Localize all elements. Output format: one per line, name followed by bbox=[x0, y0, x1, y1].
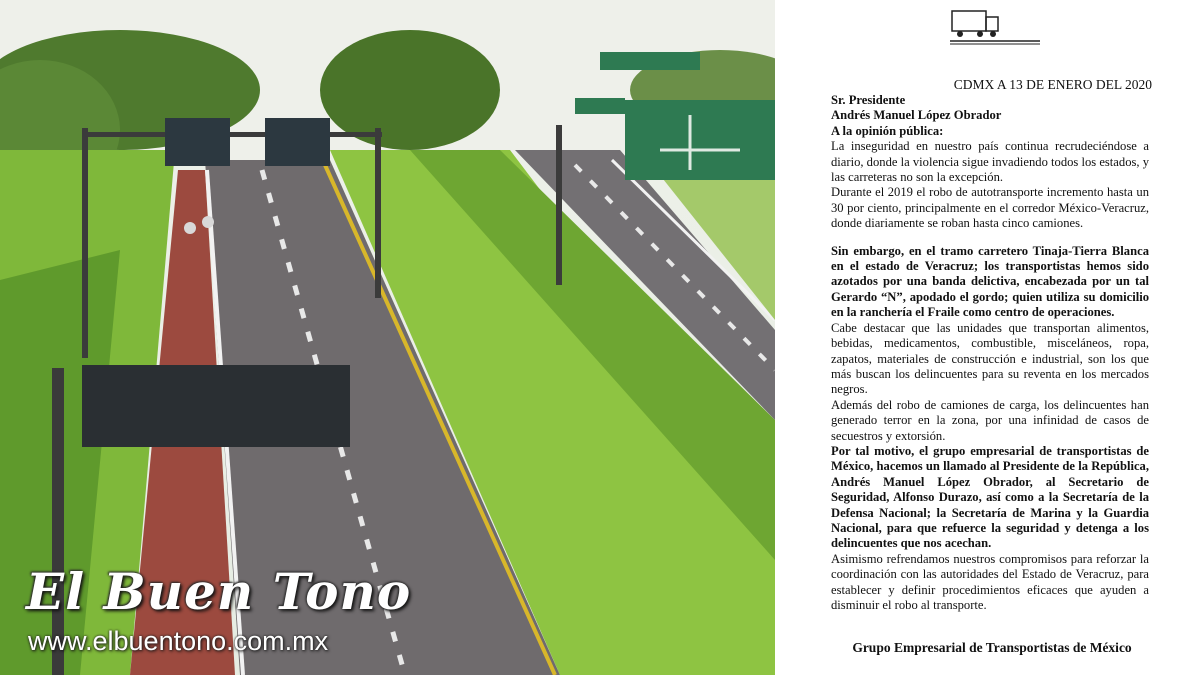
letter-panel bbox=[775, 0, 1200, 675]
paragraph-4: Cabe destacar que las unidades que transportan alimentos, bebidas, medicamentos, combustible, misceláneos, ropa, zapatos, materiales de construcción e industrial, son los que más buscan los delincuentes para su reventa en los mercados negros. bbox=[831, 320, 1149, 397]
paragraph-3: Sin embargo, en el tramo carretero Tinaja-Tierra Blanca en el estado de Veracruz; los transportistas hemos sido azotados por una banda delictiva, encabezada por un tal Gerardo “N”, apodado el gordo; quien utiliza su domicilio en la ranchería el Fraile como centro de operaciones. bbox=[831, 243, 1149, 320]
letter-body bbox=[831, 93, 1149, 613]
paragraph-5: Además del robo de camiones de carga, los delincuentes han generado terror en la zona, por una infinidad de casos de secuestros y extorsión. bbox=[831, 397, 1149, 443]
salutation-public: A la opinión pública: bbox=[831, 123, 944, 138]
salutation-name: Andrés Manuel López Obrador bbox=[831, 108, 1002, 123]
signature: Grupo Empresarial de Transportistas de México bbox=[852, 640, 1132, 655]
salutation-title: Sr. Presidente bbox=[831, 93, 906, 107]
paragraph-2: Durante el 2019 el robo de autotransporte incremento hasta un 30 por ciento, principalmente en el corredor México-Veracruz, donde diariamente se roban hasta cinco camiones. bbox=[831, 185, 1149, 231]
paragraph-6: Por tal motivo, el grupo empresarial de transportistas de México, hacemos un llamado al Presidente de la República, Andrés Manuel López Obrador, al Secretario de Seguridad, Alfonso Durazo, así como a la Secretaría de la Defensa Nacional; la Secretaría de Marina y la Guardia Nacional, para que refuerce la seguridad y detenga a los delincuentes que nos acechan. bbox=[831, 443, 1149, 551]
truck-logo-icon bbox=[950, 3, 1042, 47]
paragraph-7: Asimismo refrendamos nuestros compromisos para reforzar la coordinación con las autoridades del Estado de Veracruz, para establecer y definir procedimientos eficaces que ayuden a disminuir el robo al transporte. bbox=[831, 551, 1149, 612]
brand-url: www.elbuentono.com.mx bbox=[28, 626, 329, 656]
paragraph-1: La inseguridad en nuestro país continua recrudeciéndose a diario, donde la violencia sigue invadiendo todos los estados, y las carreteras no son la excepción. bbox=[831, 139, 1149, 185]
brand-title: El Buen Tono bbox=[26, 562, 412, 621]
letter-date: CDMX A 13 DE ENERO DEL 2020 bbox=[953, 77, 1152, 92]
